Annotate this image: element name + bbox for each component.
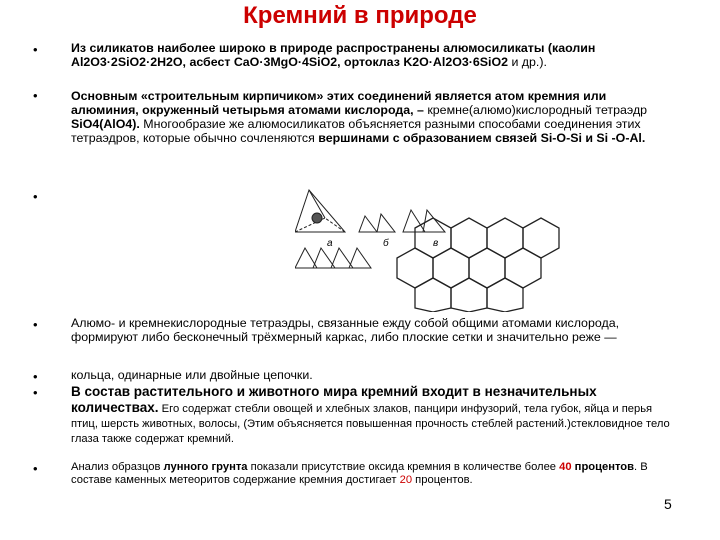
- page-number: 5: [664, 496, 672, 512]
- text-run: показали присутствие оксида кремния в количестве более: [247, 461, 560, 473]
- highlight-number: 40: [559, 461, 572, 473]
- formula-text: каолин Al2O3·2SiO2·2H2O, асбест CaO·3MgO·4SiO2, ортоклаз K2O·Al2O3·6SiO2: [71, 41, 596, 69]
- text-run: кольца, одинарные или двойные цепочки.: [71, 368, 313, 382]
- bullet-marker: •: [33, 385, 38, 400]
- text-run: кремне(алюмо)кислородный тетраэдр: [427, 103, 648, 117]
- text-run: Из силикатов наиболее широко в природе распространены алюмосиликаты (: [71, 41, 553, 55]
- text-run: Многообразие же алюмосиликатов объясняется разными способами соединения этих тетраэдров, которые обычно сочленяются: [71, 117, 641, 145]
- chain-shape: [349, 248, 371, 268]
- text-run: процентов.: [412, 473, 473, 486]
- bullet-marker: •: [33, 317, 38, 332]
- tetrahedron-shape: [377, 214, 395, 232]
- figure-label-a: а: [327, 238, 333, 249]
- tetrahedron-shape: [295, 190, 345, 232]
- text-run: Анализ образцов: [71, 461, 164, 473]
- text-run: лунного грунта: [163, 461, 248, 473]
- paragraph-lunar-soil: [71, 461, 671, 486]
- text-run: . В составе каменных метеоритов содержание кремния достигает: [71, 461, 648, 486]
- paragraph-frameworks: [71, 316, 671, 344]
- paragraph-biology: [71, 384, 671, 445]
- bullet-marker: •: [33, 42, 38, 57]
- text-run: Его содержат стебли овощей и хлебных злаков, панцири инфузорий, тела губок, яйца и перья птиц, шерсть животных, волосы, (Этим объясняется повышенная прочность стеблей растений.)стекловидное тело глаза также содержат кремний.: [71, 403, 670, 445]
- text-run: процентов: [571, 461, 635, 473]
- text-run: Основным «строительным кирпичиком» этих соединений является атом кремния или алюминия, окруженный четырьмя атомами кислорода, –: [71, 89, 607, 117]
- bullet-marker: •: [33, 189, 38, 204]
- tetrahedra-diagram: [295, 188, 695, 312]
- silicate-structures-figure: [295, 188, 695, 317]
- slide-title: Кремний в природе: [243, 2, 477, 29]
- text-run: и др.).: [508, 55, 547, 69]
- paragraph-rings: [71, 368, 671, 382]
- text-run: В состав растительного и животного мира кремний входит в незначительных количествах.: [71, 384, 597, 415]
- bullet-marker: •: [33, 461, 38, 476]
- highlight-number: 20: [399, 473, 413, 486]
- silicon-atom: [312, 213, 322, 223]
- figure-label-v: в: [433, 238, 439, 249]
- paragraph-silicates: [71, 41, 671, 69]
- tetrahedron-shape: [359, 216, 377, 232]
- bullet-marker: •: [33, 88, 38, 103]
- text-run: Алюмо- и кремнекислородные тетраэдры, связанные ежду собой общими атомами кислорода, формируют либо бесконечный трёхмерный каркас, либо плоские сетки и значительно реже —: [71, 316, 620, 344]
- text-run: вершинами с образованием связей Si-O-Si и Si -O-Al.: [318, 131, 646, 145]
- tetrahedron-shape: [403, 210, 425, 232]
- bullet-marker: •: [33, 369, 38, 384]
- paragraph-tetrahedron: [71, 89, 671, 145]
- figure-label-b: б: [383, 238, 389, 249]
- formula-text: SiO4(AlO4).: [71, 117, 140, 131]
